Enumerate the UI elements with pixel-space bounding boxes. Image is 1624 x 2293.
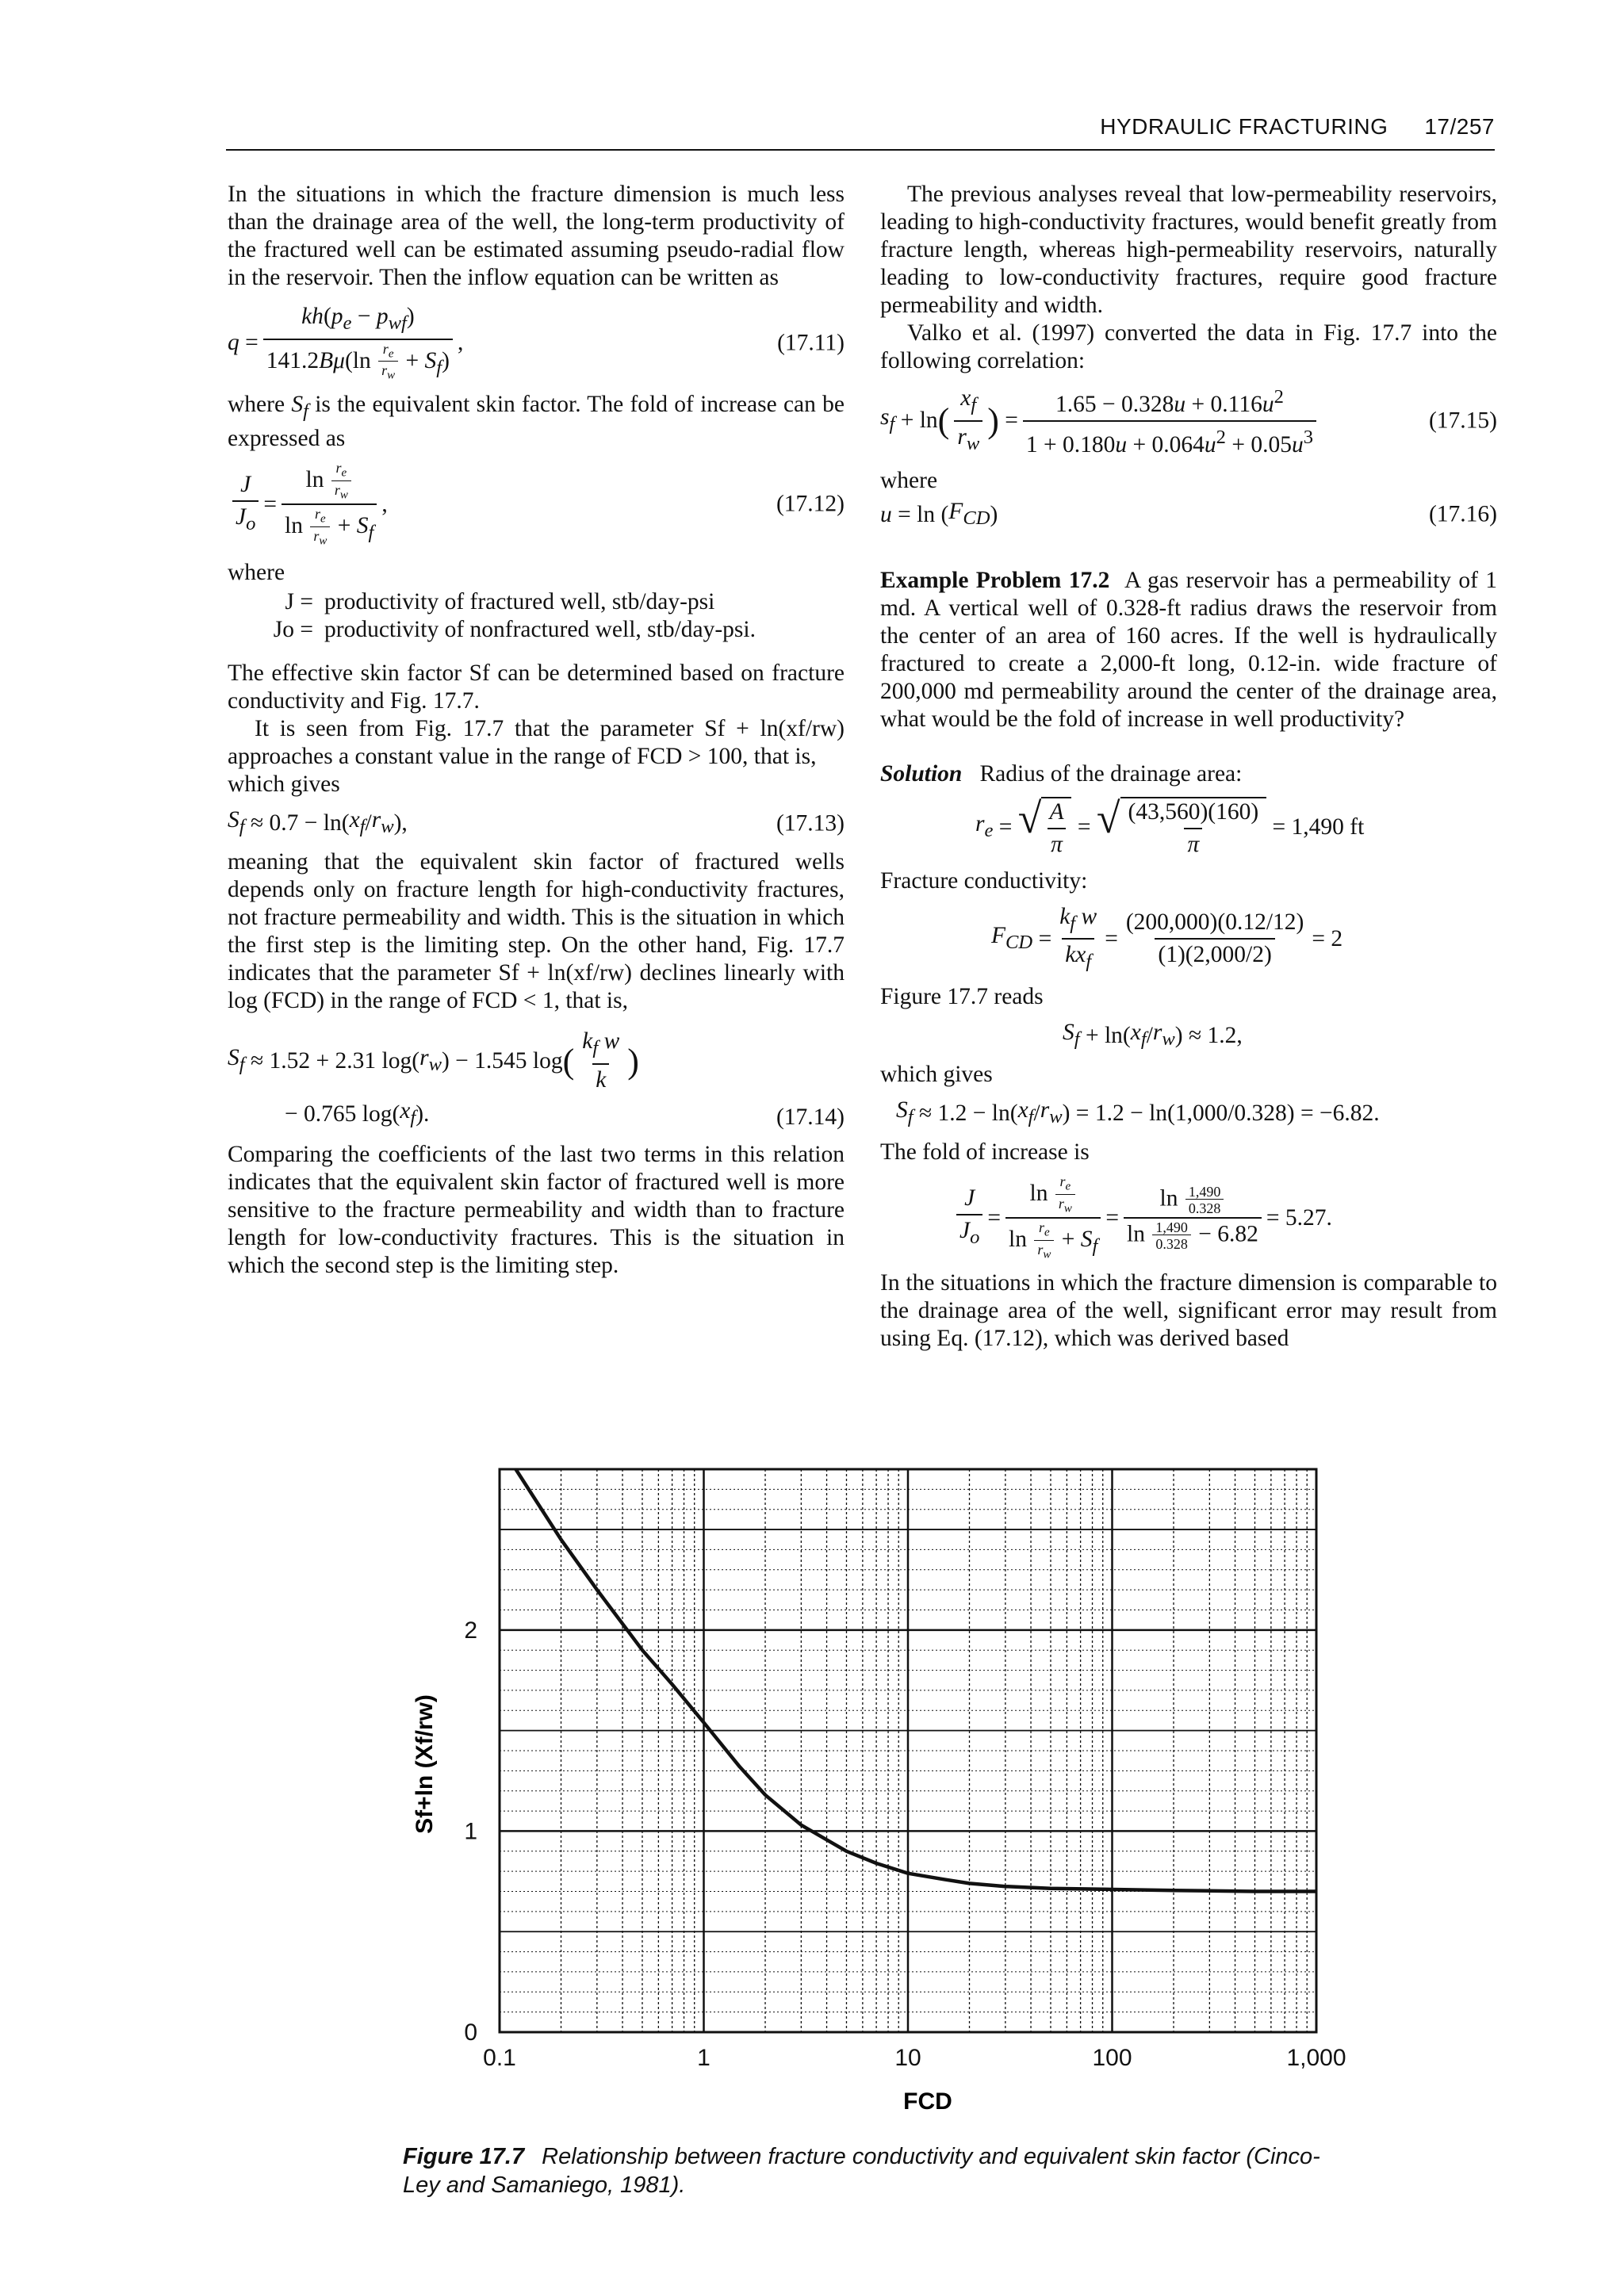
- left-column: [228, 181, 845, 1280]
- left-paragraph-4: It is seen from Fig. 17.7 that the parameter Sf + ln(xf/rw) approaches a constant value in the range of FCD > 100, that is,: [228, 716, 845, 770]
- figure-reads-label: Figure 17.7 reads: [880, 984, 1044, 1010]
- chart-axes: [464, 1469, 1346, 2071]
- left-paragraph-2-text: is the equivalent skin factor. The fold of increase can be expressed as: [228, 392, 845, 451]
- left-paragraph-1: In the situations in which the fracture dimension is much less than the drainage area of the well, the long-term productivity of the fractured well can be estimated assuming pseudo-radial flow in the reservoir. Then the inflow equation can be written as: [228, 182, 845, 290]
- equation-number: (17.13): [776, 810, 845, 836]
- equation-17-15: $s_f$ + ln ( $\frac{x_f}{r_w}$ ) = $\frac{1.65 - 0.328u + 0.116u^2}{1 + 0.180u + 0.064u^2 + 0.05u^3}$ (17.15): [880, 385, 1497, 457]
- chart-svg: [412, 1455, 1346, 2121]
- equation-17-16: u = ln ( $F_{CD}$ ) (17.16): [880, 498, 1497, 529]
- equation-number: (17.16): [1428, 501, 1497, 527]
- solution-text: Radius of the drainage area:: [979, 760, 1243, 787]
- left-paragraph-6: Comparing the coefficients of the last two terms in this relation indicates that the equivalent skin factor of fractured well is more sensitive to the fracture permeability and width than to fracture length for low-conductivity fractures. This is the situation in which the second step is the limiting step.: [228, 1142, 845, 1279]
- figure-number: Figure 17.7: [403, 2144, 525, 2169]
- example-text: A gas reservoir has a permeability of 1 md. A vertical well of 0.328-ft radius draws the reservoir from the center of an area of 160 acres. If the well is hydraulically fractured to create a 2,000-ft long, 0.12-in. wide fracture of 200,000 md permeability around the center of the drainage area, what would be the fold of increase in well productivity?: [880, 567, 1498, 732]
- definition-list: [228, 588, 845, 644]
- equation-17-12: $\frac{J}{J_o}$ = ln $\frac{r_e}{r_w}$ ln $\frac{r_e}{r_w}$ + $S_f$ , (17.12): [228, 461, 845, 548]
- equation-17-11: q = $kh(p_e - p_{wf})$ 141.2Bμ(ln $\frac{r_e}{r_w}$ + $S_f$) , (17.11): [228, 304, 845, 383]
- left-paragraph-2: where $S_f$ is the equivalent skin factor. The fold of increase can be expressed as: [228, 392, 845, 451]
- example-problem: [880, 567, 1497, 733]
- right-paragraph-1: The previous analyses reveal that low-permeability reservoirs, leading to high-conductivity fractures, would benefit greatly from fracture length, whereas high-permeability reservoirs, naturally leading to low-conductivity fractures, require good fracture permeability and width.: [880, 182, 1497, 318]
- figure-17-7: [412, 1455, 1346, 2121]
- x-axis-label: FCD: [903, 2088, 952, 2115]
- figure-caption-text: Relationship between fracture conductivity and equivalent skin factor (Cinco-Ley and Samaniego, 1981).: [403, 2144, 1320, 2198]
- running-header: [226, 114, 1495, 151]
- y-tick-label: 2: [464, 1617, 477, 1644]
- x-tick-label: 10: [894, 2045, 921, 2071]
- x-tick-label: 1: [697, 2045, 710, 2071]
- right-paragraph-last: In the situations in which the fracture dimension is comparable to the drainage area of the well, significant error may result from using Eq. (17.12), which was derived based: [880, 1270, 1497, 1352]
- equation-number: (17.15): [1428, 408, 1497, 434]
- solution-line: [880, 760, 1497, 788]
- equation-number: (17.14): [776, 1104, 845, 1131]
- x-tick-label: 0.1: [483, 2045, 516, 2071]
- fracture-conductivity-label: Fracture conductivity:: [880, 867, 1088, 894]
- right-paragraph-2: Valko et al. (1997) converted the data in Fig. 17.7 into the following correlation:: [880, 320, 1497, 373]
- equation-fcd: $F_{CD}$ = $\frac{k_f w}{kx_f}$ = $\frac{(200,000)(0.12/12)}{(1)(2,000/2)}$ = 2: [991, 903, 1497, 976]
- equation-fold-increase: $\frac{J}{J_o}$ = ln $\frac{r_e}{r_w}$ ln $\frac{r_e}{r_w}$ + $S_f$ = ln $\frac{1,490}{0.328}$ ln $\frac{1,490}{0.328}$ − 6.82 = 5.27.: [952, 1174, 1497, 1261]
- example-title: Example Problem 17.2: [880, 567, 1110, 593]
- fold-increase-label: The fold of increase is: [880, 1139, 1090, 1166]
- left-paragraph-5: meaning that the equivalent skin factor of fractured wells depends only on fracture length for high-conductivity fractures, not fracture permeability and width. This is the situation in which the first step is the limiting step. On the other hand, Fig. 17.7 indicates that the parameter Sf + ln(xf/rw) declines linearly with log (FCD) in the range of FCD < 1, that is,: [228, 849, 845, 1014]
- definition-text: productivity of nonfractured well, stb/day-psi.: [324, 617, 756, 643]
- equation-17-13: $S_f$ ≈ 0.7 − ln( $x_f$ / $r_w$ ), (17.13): [228, 807, 845, 838]
- header-section: HYDRAULIC FRACTURING: [1100, 114, 1388, 139]
- x-tick-label: 100: [1092, 2045, 1132, 2071]
- equation-skin-result: $S_f$ ≈ 1.2 − ln( $x_f$ / $r_w$ ) = 1.2 − ln(1,000/0.328) = −6.82.: [896, 1097, 1380, 1128]
- y-tick-label: 0: [464, 2019, 477, 2046]
- chart-grid: [500, 1469, 1316, 2032]
- right-column: [880, 181, 1497, 1353]
- where-label: where: [228, 560, 285, 586]
- equation-17-14: $S_f$ ≈ 1.52 + 2.31 log( $r_w$ ) − 1.545 log ( $\frac{k_f w}{k}$ ) − 0.765 log( $x_f$ ). (17.14): [228, 1028, 845, 1131]
- definition-item: [228, 616, 845, 644]
- definition-symbol: Jo =: [273, 617, 313, 643]
- where-label: where: [880, 467, 938, 493]
- definition-item: [228, 588, 845, 616]
- equation-number: (17.11): [777, 330, 845, 356]
- definition-text: productivity of fractured well, stb/day-psi: [324, 589, 715, 615]
- chart-series: [515, 1469, 1316, 1892]
- figure-caption: [403, 2142, 1354, 2199]
- left-paragraph-3: The effective skin factor Sf can be determined based on fracture conductivity and Fig. 17.7.: [228, 660, 845, 714]
- definition-symbol: J =: [285, 589, 313, 615]
- equation-number: (17.12): [776, 491, 845, 517]
- left-paragraph-4b: which gives: [228, 771, 340, 798]
- header-page-number: 17/257: [1424, 114, 1495, 139]
- skin-factor-curve: [515, 1469, 1316, 1892]
- header-text: [1100, 114, 1495, 140]
- equation-figure-reading: $S_f$ + ln( $x_f$ / $r_w$ ) ≈ 1.2,: [1063, 1020, 1243, 1051]
- x-tick-label: 1,000: [1286, 2045, 1346, 2071]
- equation-drainage-radius: $r_e$ = √ $\frac{A}{\pi}$ = √ $\frac{(43,560)(160)}{\pi}$ = 1,490 ft: [975, 794, 1365, 857]
- solution-label: Solution: [880, 760, 963, 787]
- y-axis-label: Sf+ln (Xf/rw): [412, 1694, 438, 1834]
- y-tick-label: 1: [464, 1818, 477, 1845]
- which-gives-label: which gives: [880, 1062, 993, 1088]
